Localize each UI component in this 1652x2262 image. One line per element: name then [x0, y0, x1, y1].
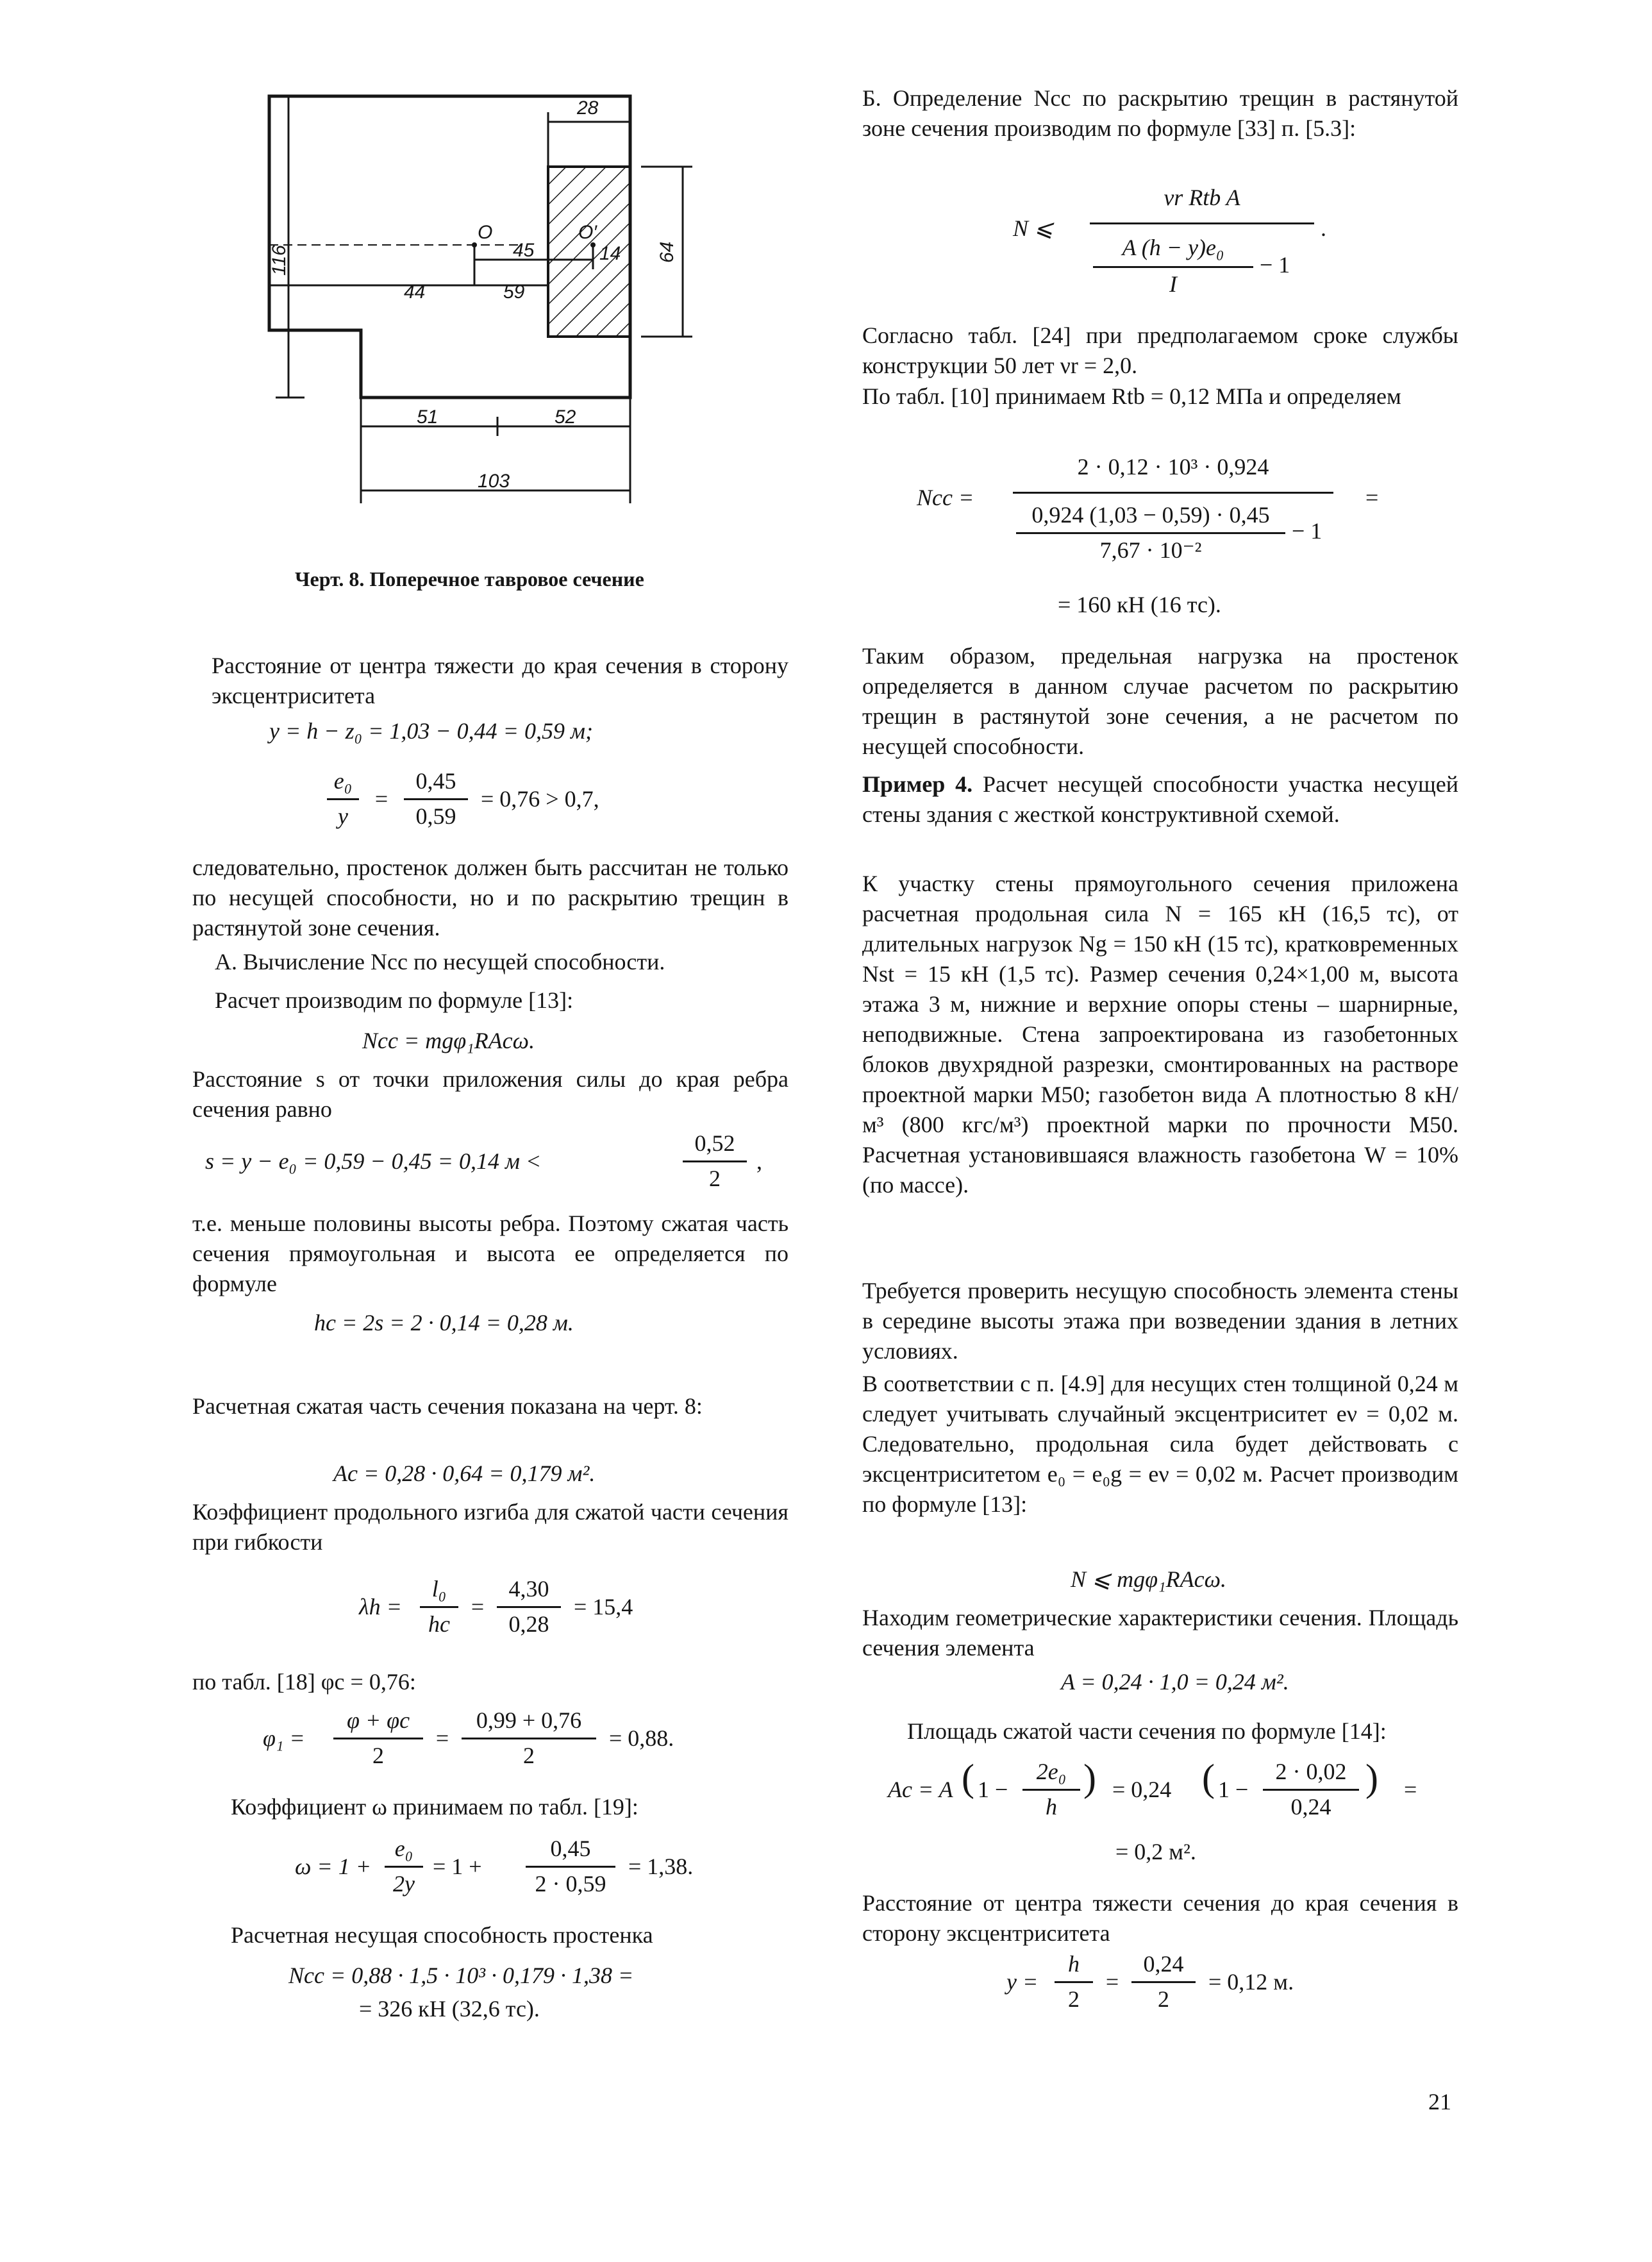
g2-minus1: − 1: [1292, 518, 1322, 544]
f2-den2: 0,59: [415, 803, 456, 829]
g5-n1: 2e₀: [1036, 1759, 1067, 1784]
right-formula-6: [1006, 1949, 1391, 2020]
g1-minus1: − 1: [1260, 252, 1290, 278]
f8-d2: 2: [523, 1743, 535, 1768]
left-p11: Расчетная несущая способность простенка: [231, 1922, 653, 1948]
right-p9: Находим геометрические характеристики сечения. Площадь сечения элемента: [862, 1605, 1458, 1661]
g5-n2: 2 · 0,02: [1275, 1759, 1347, 1784]
right-p7: Требуется проверить несущую способность элемента стены в середине высоты этажа при возведении здания в летних условиях.: [862, 1278, 1458, 1364]
left-formula-9: [295, 1834, 808, 1904]
left-formula-4: [205, 1128, 782, 1199]
left-p3: А. Вычисление Ncc по несущей способности.: [215, 949, 665, 975]
f4-num: 0,52: [694, 1130, 735, 1156]
g5-lp1: (: [962, 1757, 974, 1799]
right-p5: [862, 769, 1458, 830]
f7-eq: =: [471, 1594, 485, 1620]
g5-d1: h: [1046, 1794, 1057, 1820]
f7-n1: l₀: [431, 1576, 447, 1602]
f9-d2: 2 · 0,59: [535, 1871, 606, 1897]
f8-n1: φ + φc: [346, 1707, 410, 1733]
left-formula-1: y = h − z₀ = 1,03 − 0,44 = 0,59 м;: [269, 718, 593, 744]
dim-28: 28: [577, 97, 599, 119]
f7-rest: = 15,4: [574, 1594, 633, 1620]
left-p6: т.е. меньше половины высоты ребра. Поэтому сжатая часть сечения прямоугольная и высота ее определяется по формуле: [192, 1211, 788, 1296]
g5-rp1: ): [1083, 1757, 1096, 1799]
t-section-drawing: [256, 77, 718, 526]
left-formula-3: Ncc = mgφ₁RAcω.: [362, 1028, 535, 1053]
f2-num2: 0,45: [415, 768, 456, 794]
right-formula-4: A = 0,24 · 1,0 = 0,24 м².: [1061, 1669, 1289, 1695]
f4-den: 2: [709, 1166, 721, 1191]
f2-num: e₀: [333, 768, 353, 794]
f9-lhs: ω = 1 +: [295, 1854, 372, 1879]
right-p1: Б. Определение Ncc по раскрытию трещин в растянутой зоне сечения производим по формуле [33] п. [5.3]:: [862, 85, 1458, 141]
g5-one1: 1 −: [978, 1777, 1008, 1802]
g6-d2: 2: [1158, 1986, 1169, 2012]
f9-rest: = 1,38.: [628, 1854, 694, 1879]
dim-103: 103: [478, 471, 510, 492]
left-formula-2: [327, 766, 712, 837]
label-o-prime: O′: [578, 222, 597, 243]
f4-main: s = y − e₀ = 0,59 − 0,45 = 0,14 м <: [205, 1148, 542, 1174]
right-p2: Согласно табл. [24] при предполагаемом сроке службы конструкции 50 лет νr = 2,0.: [862, 323, 1458, 378]
f4-end: ,: [756, 1148, 762, 1174]
right-p6: К участку стены прямоугольного сечения приложена расчетная продольная сила N = 165 кН (16,5 тс), от длительных нагрузок Ng = 150 кН (15 тс), кратковременных Nst = 15 кН (1,5 тс). Размер сечения 0,24×1,00 м, высота этажа 3 м, нижние и верхние опоры стены – шарнирные, неподвижные. Стена запроектирована из газобетонных блоков двухрядной разрезки, смонтированных на растворе проектной марки М50; газобетон вида А плотностью 8 кН/м³ (800 кгс/м³) проектной марки по прочности М50. Расчетная установившаяся влажность газобетона W = 10% (по массе).: [862, 871, 1458, 1198]
figure-caption: Черт. 8. Поперечное тавровое сечение: [295, 567, 644, 591]
g1-num: νr Rtb A: [1164, 185, 1240, 210]
f9-n2: 0,45: [550, 1836, 591, 1861]
f9-d1: 2y: [393, 1871, 415, 1897]
right-p4: Таким образом, предельная нагрузка на простенок определяется в данном случае расчетом по раскрытию трещин в растянутой зоне сечения, а не расчетом по несущей способности.: [862, 643, 1458, 759]
right-formula-5-result: = 0,2 м².: [1115, 1839, 1196, 1864]
right-p11: Расстояние от центра тяжести сечения до края сечения в сторону эксцентриситета: [862, 1890, 1458, 1946]
f7-d2: 0,28: [508, 1611, 549, 1637]
left-p7: Расчетная сжатая часть сечения показана на черт. 8:: [192, 1393, 703, 1419]
left-p5: Расстояние s от точки приложения силы до края ребра сечения равно: [192, 1066, 788, 1122]
left-formula-5: hc = 2s = 2 · 0,14 = 0,28 м.: [314, 1310, 574, 1336]
left-formula-6: Ac = 0,28 · 0,64 = 0,179 м².: [333, 1461, 596, 1486]
left-p1: Расстояние от центра тяжести до края сечения в сторону эксцентриситета: [212, 653, 788, 708]
g6-eq: =: [1105, 1969, 1119, 1995]
f8-lhs: φ₁ =: [263, 1725, 305, 1751]
right-formula-1: [1013, 183, 1462, 311]
dim-44: 44: [404, 281, 426, 303]
g5-mid: = 0,24: [1112, 1777, 1172, 1802]
g5-a: Ac = A: [888, 1777, 953, 1802]
f2-den: y: [338, 803, 348, 829]
f9-n1: e₀: [394, 1836, 413, 1861]
dim-52: 52: [555, 406, 576, 428]
left-p10: Коэффициент ω принимаем по табл. [19]:: [231, 1794, 638, 1820]
f9-mid: = 1 +: [433, 1854, 482, 1879]
g5-d2: 0,24: [1290, 1794, 1331, 1820]
f2-rest: = 0,76 > 0,7,: [481, 786, 599, 812]
left-p4: Расчет производим по формуле [13]:: [215, 987, 574, 1013]
g6-rest: = 0,12 м.: [1208, 1969, 1294, 1995]
g2-sub-num: 0,924 (1,03 − 0,59) · 0,45: [1031, 502, 1270, 528]
label-o: O: [478, 222, 493, 243]
g6-lhs: y =: [1006, 1969, 1039, 1995]
g5-lp2: (: [1202, 1757, 1215, 1799]
right-p8: В соответствии с п. [4.9] для несущих стен толщиной 0,24 м следует учитывать случайный эксцентриситет eν = 0,02 м. Следовательно, продольная сила будет действовать с эксцентриситетом e₀ = e₀g = eν = 0,02 м. Расчет производим по формуле [13]:: [862, 1371, 1458, 1517]
dim-51: 51: [417, 406, 438, 428]
left-p8: Коэффициент продольного изгиба для сжатой части сечения при гибкости: [192, 1499, 788, 1555]
left-p9: по табл. [18] φc = 0,76:: [192, 1669, 416, 1695]
f2-eq: =: [374, 786, 388, 812]
g1-lhs: N ⩽: [1013, 215, 1054, 241]
f7-d1: hc: [428, 1611, 450, 1637]
f7-n2: 4,30: [508, 1576, 549, 1602]
g1-sub-num: A (h − y)e₀: [1122, 235, 1224, 260]
left-formula-8: [263, 1705, 776, 1776]
left-formula-10a: Ncc = 0,88 · 1,5 · 10³ · 0,179 · 1,38 =: [288, 1963, 634, 1988]
g6-d1: 2: [1068, 1986, 1080, 2012]
right-formula-2: [917, 452, 1468, 580]
left-formula-7: [359, 1574, 744, 1645]
right-formula-3: N ⩽ mgφ₁RAcω.: [1071, 1566, 1226, 1592]
g2-sub-den: 7,67 · 10⁻²: [1099, 537, 1202, 563]
right-formula-2-result: = 160 кН (16 тс).: [1058, 592, 1221, 617]
right-formula-5: [888, 1757, 1465, 1827]
page-number: 21: [1428, 2089, 1451, 2115]
dim-14: 14: [599, 243, 621, 264]
g2-num: 2 · 0,12 · 10³ · 0,924: [1077, 454, 1269, 480]
g5-eq: =: [1404, 1777, 1417, 1802]
dim-116: 116: [269, 245, 290, 276]
right-p10: Площадь сжатой части сечения по формуле [14]:: [907, 1718, 1387, 1744]
f8-eq: =: [435, 1725, 449, 1751]
dim-64: 64: [656, 241, 678, 263]
f8-n2: 0,99 + 0,76: [476, 1707, 582, 1733]
g6-n1: h: [1068, 1951, 1080, 1977]
left-p2: следовательно, простенок должен быть рассчитан не только по несущей способности, но и по раскрытию трещин в растянутой зоне сечения.: [192, 855, 788, 941]
g1-dot: .: [1321, 215, 1326, 241]
right-p3: По табл. [10] принимаем Rtb = 0,12 МПа и определяем: [862, 383, 1401, 409]
g2-lhs: Ncc =: [917, 485, 974, 510]
g1-sub-den: I: [1169, 271, 1177, 297]
example-label: Пример 4.: [862, 771, 973, 797]
dim-59: 59: [503, 281, 525, 303]
g2-eq: =: [1365, 485, 1379, 510]
left-formula-10b: = 326 кН (32,6 тс).: [359, 1996, 540, 2022]
f8-d1: 2: [372, 1743, 384, 1768]
dim-45: 45: [513, 240, 535, 261]
f7-lhs: λh =: [359, 1594, 402, 1620]
f8-rest: = 0,88.: [609, 1725, 674, 1751]
g6-n2: 0,24: [1143, 1951, 1184, 1977]
example-text: Расчет несущей способности участка несущей стены здания с жесткой конструктивной схемой.: [862, 771, 1458, 827]
g5-one2: 1 −: [1218, 1777, 1249, 1802]
g5-rp2: ): [1365, 1757, 1378, 1799]
